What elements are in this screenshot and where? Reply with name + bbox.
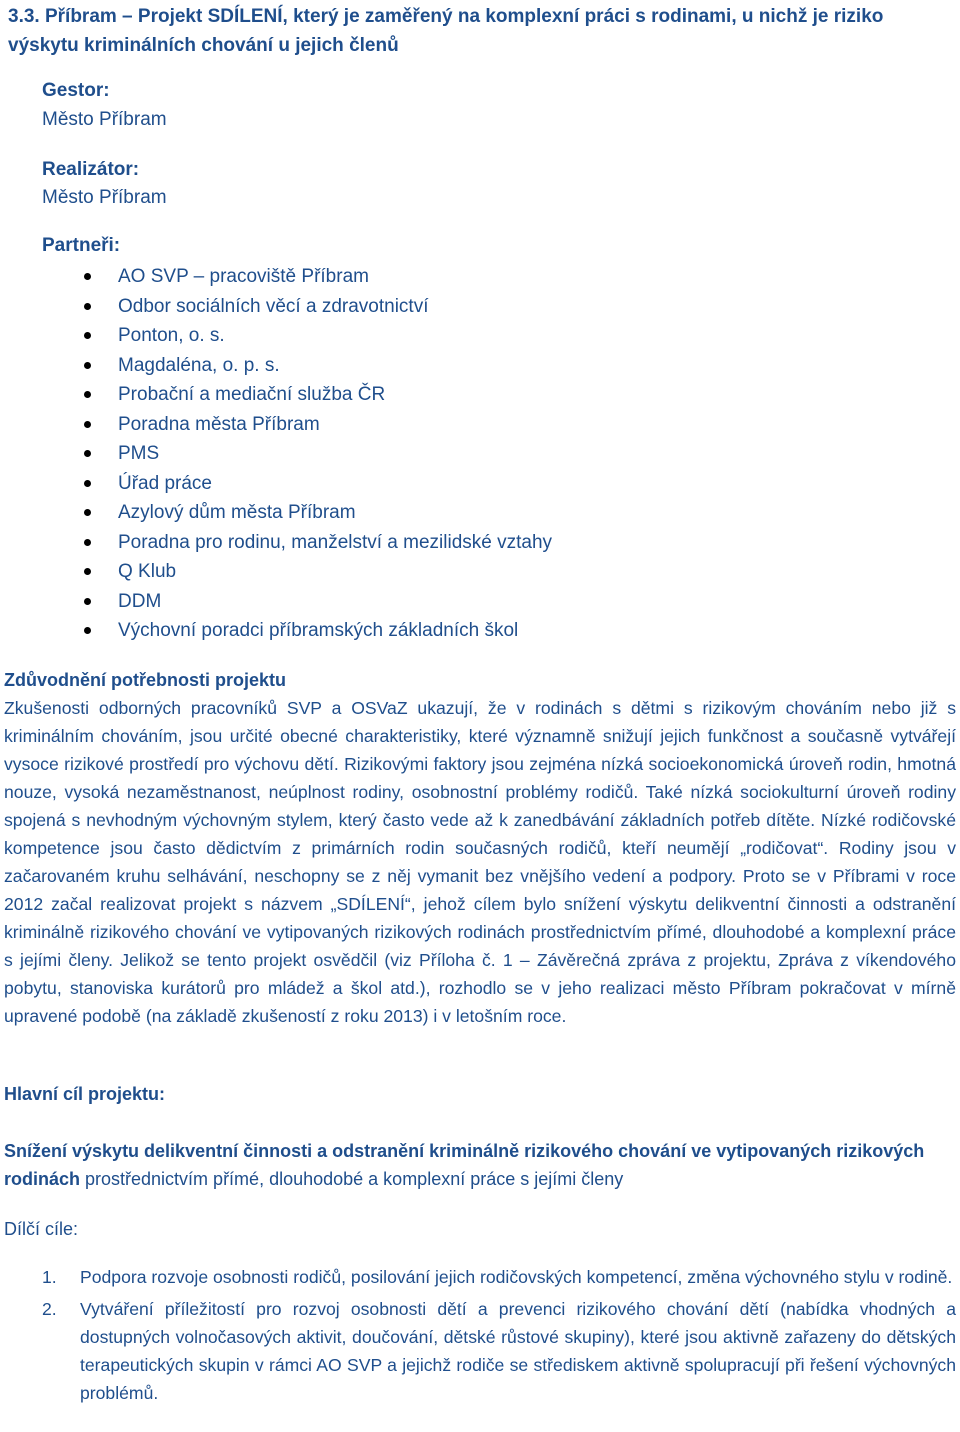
- sub-goals-heading: Dílčí cíle:: [4, 1219, 79, 1239]
- sub-goals-list: [0, 1263, 960, 1407]
- bullet-icon: [84, 362, 91, 369]
- bullet-icon: [84, 568, 91, 575]
- list-item: Azylový dům města Příbram: [0, 498, 552, 528]
- item-text: Vytváření příležitostí pro rozvoj osobnosti dětí a prevenci rizikového chování dětí (nabídka vhodných a dostupných volnočasových aktivit, doučování, dětské růstové skupiny), které jsou aktivně zařazeny do dětských terapeutických skupin v rámci AO SVP a jejichž rodiče se střediskem aktivně spolupracují při řešení výchovných problémů.: [80, 1299, 956, 1403]
- bullet-icon: [84, 391, 91, 398]
- bullet-icon: [84, 332, 91, 339]
- gestor-label: Gestor:: [42, 80, 110, 101]
- bullet-icon: [84, 450, 91, 457]
- realizator-label: Realizátor:: [42, 159, 140, 180]
- bullet-icon: [84, 480, 91, 487]
- list-item: DDM: [0, 587, 552, 617]
- bullet-icon: [84, 303, 91, 310]
- gestor-value: Město Příbram: [42, 109, 167, 130]
- list-item: [0, 1295, 956, 1407]
- list-item: PMS: [0, 439, 552, 469]
- bullet-icon: [84, 509, 91, 516]
- main-goal-heading: Hlavní cíl projektu:: [4, 1084, 166, 1104]
- list-item: [0, 1263, 956, 1291]
- justification-heading: Zdůvodnění potřebnosti projektu: [4, 670, 286, 690]
- bullet-icon: [84, 598, 91, 605]
- bullet-icon: [84, 627, 91, 634]
- list-item: Poradna města Příbram: [0, 410, 552, 440]
- main-goal-bold: Snížení výskytu delikventní činnosti a odstranění kriminálně rizikového chování ve vytipovaných rizikových rodinách: [4, 1141, 925, 1189]
- list-item: Odbor sociálních věcí a zdravotnictví: [0, 292, 552, 322]
- list-item: Q Klub: [0, 557, 552, 587]
- item-text: Podpora rozvoje osobnosti rodičů, posilování jejich rodičovských kompetencí, změna výchovného stylu v rodině.: [80, 1267, 953, 1287]
- list-item: AO SVP – pracoviště Příbram: [0, 262, 552, 292]
- main-goal-rest: prostřednictvím přímé, dlouhodobé a komplexní práce s jejími členy: [80, 1169, 624, 1189]
- partneri-label: Partneři:: [42, 235, 121, 256]
- list-item: Probační a mediační služba ČR: [0, 380, 552, 410]
- list-item: Poradna pro rodinu, manželství a mezilidské vztahy: [0, 528, 552, 558]
- bullet-icon: [84, 273, 91, 280]
- list-item: Magdaléna, o. p. s.: [0, 351, 552, 381]
- justification-text: Zkušenosti odborných pracovníků SVP a OSVaZ ukazují, že v rodinách s dětmi s rizikovým chováním nebo již s kriminálním chováním, jsou určité obecné charakteristiky, které významně snižují jejich funkčnost a současně vytvářejí vysoce rizikové prostředí pro výchovu dětí. Rizikovými faktory jsou zejména nízká socioekonomická úroveň rodin, hmotná nouze, vysoká nezaměstnanost, neúplnost rodiny, osobnostní problémy rodičů. Také nízká sociokulturní úroveň rodiny spojená s nevhodným výchovným stylem, který často vede až k zanedbávání základních potřeb dítěte. Nízké rodičovské kompetence jsou často dědictvím z primárních rodin současných rodičů, kteří neumějí „rodičovat“. Rodiny jsou v začarovaném kruhu selhávání, neschopny se z něj vymanit bez vnějšího vedení a podpory. Proto se v Příbrami v roce 2012 začal realizovat projekt s názvem „SDÍLENÍ“, jehož cílem bylo snížení výskytu delikventní činnosti a odstranění kriminálně rizikového chování ve vytipovaných rizikových rodinách prostřednictvím přímé, dlouhodobé a komplexní práce s jejími členy. Jelikož se tento projekt osvědčil (viz Příloha č. 1 – Závěrečná zpráva z projektu, Zpráva z víkendového pobytu, stanoviska kurátorů pro mládež a škol atd.), rozhodlo se v jeho realizaci město Příbram pokračovat v mírně upravené podobě (na základě zkušeností z roku 2013) i v letošním roce.: [4, 698, 956, 1026]
- realizator-value: Město Příbram: [42, 187, 167, 208]
- list-item: Výchovní poradci příbramských základních škol: [0, 616, 552, 646]
- main-goal-text: [4, 1137, 956, 1193]
- list-item: Úřad práce: [0, 469, 552, 499]
- bullet-icon: [84, 421, 91, 428]
- justification-section: [4, 666, 956, 1030]
- item-number: 2.: [42, 1299, 57, 1319]
- section-heading: 3.3. Příbram – Projekt SDÍLENÍ, který je zaměřený na komplexní práci s rodinami, u nichž je riziko výskytu kriminálních chování u jejich členů: [8, 6, 884, 56]
- bullet-icon: [84, 539, 91, 546]
- item-number: 1.: [42, 1267, 57, 1287]
- partner-list: [0, 262, 552, 646]
- list-item: Ponton, o. s.: [0, 321, 552, 351]
